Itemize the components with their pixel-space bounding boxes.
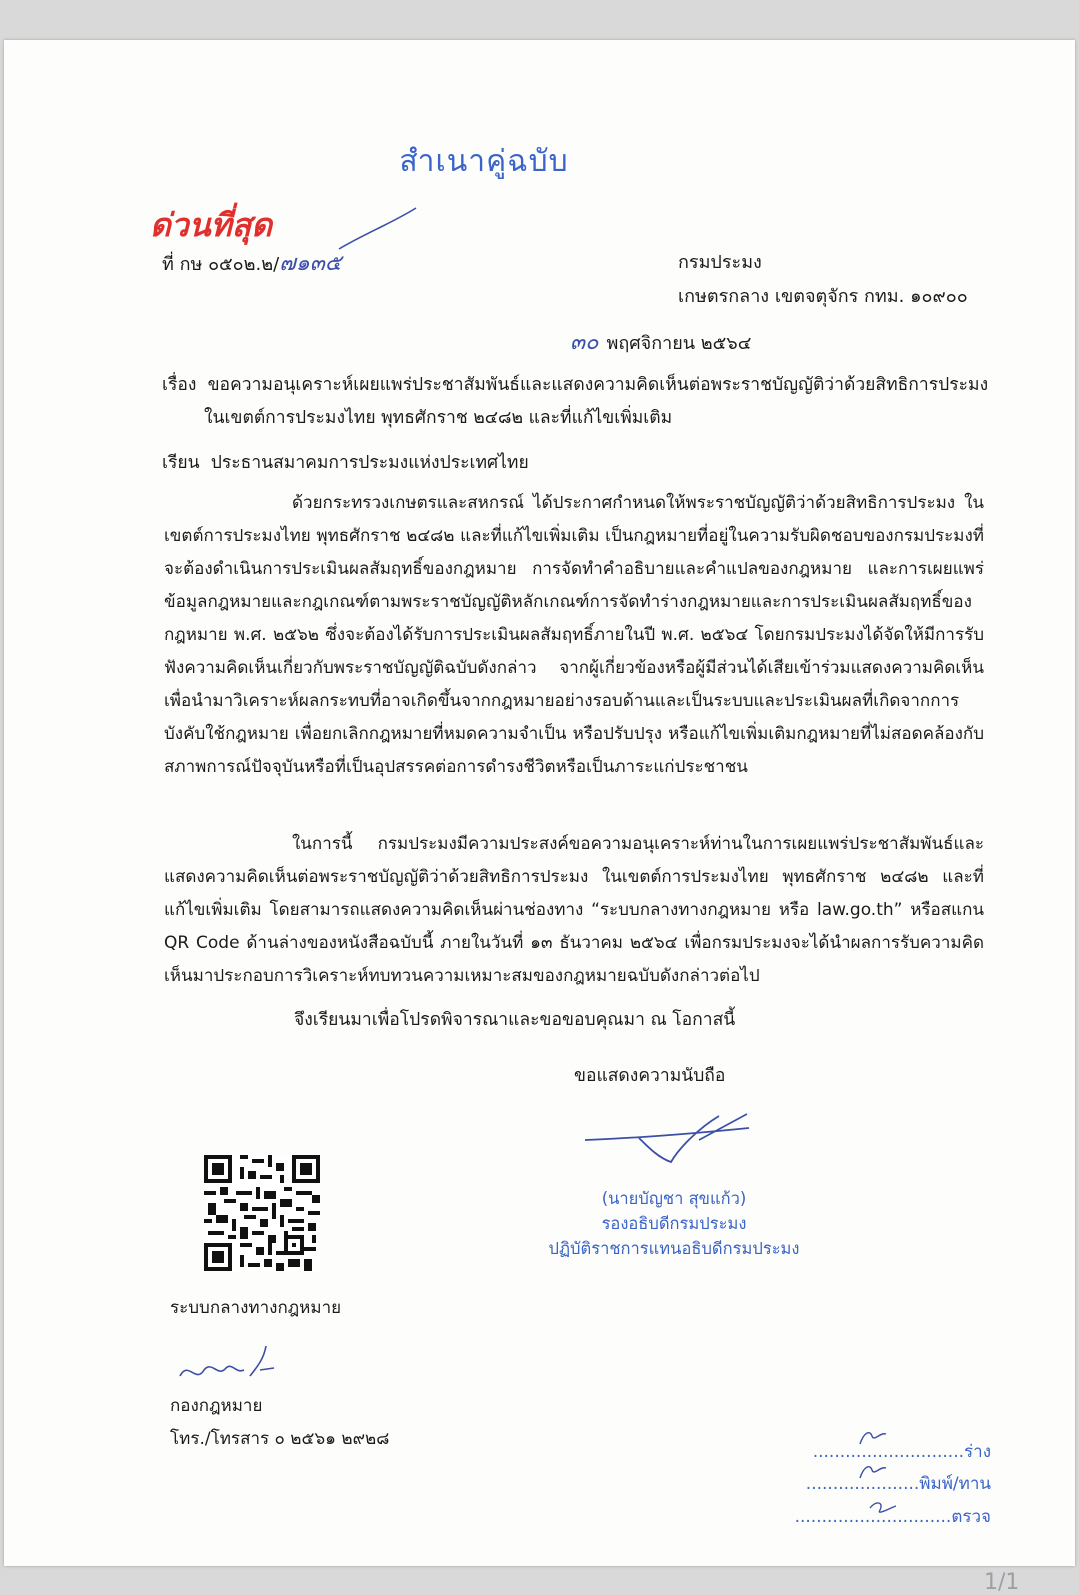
body-paragraph-2: ในการนี้ กรมประมงมีความประสงค์ขอความอนุเคราะห์ท่านในการเผยแพร่ประชาสัมพันธ์และแสดงความคิดเห็นต่อพระราชบัญญัติว่าด้วยสิทธิการประมง ในเขตต์การประมงไทย พุทธศักราช ๒๔๘๒ และที่แก้ไขเพิ่มเติม โดยสามารถแสดงความคิดเห็นผ่านช่องทาง “ระบบกลางทางกฎหมาย หรือ law.go.th” หรือสแกน QR Code ด้านล่างของหนังสือฉบับนี้ ภายในวันที่ ๑๓ ธันวาคม ๒๕๖๔ เพื่อกรมประมงจะได้นำผลการรับความคิดเห็นมาประกอบการวิเคราะห์ทบทวนความเหมาะสมของกฎหมายฉบับดังกล่าวต่อไป [164, 834, 984, 986]
check-draft-label: ร่าง [964, 1442, 991, 1462]
regards: ขอแสดงความนับถือ [574, 1066, 726, 1086]
subject-block [162, 369, 992, 435]
date-month-year: พฤศจิกายน ๒๕๖๔ [606, 333, 752, 354]
subject-label: เรื่อง [162, 375, 197, 395]
document-number-prefix: ที่ กษ ๐๕๐๒.๒/ [162, 254, 280, 275]
org-address: เกษตรกลาง เขตจตุจักร กทม. ๑๐๙๐๐ [678, 286, 968, 307]
subject-line-1: ขอความอนุเคราะห์เผยแพร่ประชาสัมพันธ์และแสดงความคิดเห็นต่อพระราชบัญญัติว่าด้วยสิทธิการประมง [207, 375, 989, 395]
document-number-handwritten: ๗๑๓๕ [279, 251, 342, 276]
document-date [570, 324, 751, 359]
signatory-acting: ปฏิบัติราชการแทนอธิบดีกรมประมง [548, 1239, 800, 1258]
dotted-line: ............................ [812, 1442, 965, 1462]
closing-sentence: จึงเรียนมาเพื่อโปรดพิจารณาและขอขอบคุณมา ณ โอกาสนี้ [294, 1010, 736, 1030]
signature-icon [579, 1108, 759, 1168]
qr-label: ระบบกลางทางกฎหมาย [170, 1298, 342, 1318]
pen-stroke-icon [334, 204, 424, 254]
initials-signature-icon [174, 1340, 284, 1390]
dotted-line: ..................... [805, 1474, 920, 1494]
dotted-line: ............................. [794, 1507, 952, 1527]
signatory-name: (นายบัญชา สุขแก้ว) [601, 1189, 747, 1208]
check-verify-label: ตรวจ [951, 1507, 991, 1527]
org-name: กรมประมง [678, 252, 762, 273]
document-number [162, 245, 341, 280]
signatory-position: รองอธิบดีกรมประมง [601, 1214, 747, 1233]
recipient [162, 448, 529, 476]
copy-stamp: สำเนาคู่ฉบับ [399, 144, 569, 179]
qr-code-icon [204, 1155, 320, 1271]
check-initials-icon [856, 1422, 906, 1532]
signatory-block [504, 1186, 844, 1261]
check-print-label: พิมพ์/ทาน [919, 1474, 991, 1494]
department: กองกฎหมาย [170, 1396, 263, 1416]
date-day-handwritten: ๓๐ [570, 330, 599, 355]
document-page [4, 40, 1075, 1595]
phone-fax: โทร./โทรสาร ๐ ๒๕๖๑ ๒๙๒๘ [170, 1429, 390, 1449]
page-indicator: 1/1 [984, 1570, 1020, 1595]
recipient-label: เรียน [162, 453, 200, 473]
urgency-stamp: ด่วนที่สุด [150, 206, 273, 244]
subject-line-2: ในเขตต์การประมงไทย พุทธศักราช ๒๔๘๒ และที่แก้ไขเพิ่มเติม [204, 408, 673, 428]
body-paragraph-1: ด้วยกระทรวงเกษตรและสหกรณ์ ได้ประกาศกำหนดให้พระราชบัญญัติว่าด้วยสิทธิการประมง ในเขตต์การประมงไทย พุทธศักราช ๒๔๘๒ และที่แก้ไขเพิ่มเติม เป็นกฎหมายที่อยู่ในความรับผิดชอบของกรมประมงที่จะต้องดำเนินการประเมินผลสัมฤทธิ์ของกฎหมาย การจัดทำคำอธิบายและคำแปลของกฎหมาย และการเผยแพร่ข้อมูลกฎหมายและกฎเกณฑ์ตามพระราชบัญญัติหลักเกณฑ์การจัดทำร่างกฎหมายและการประเมินผลสัมฤทธิ์ของกฎหมาย พ.ศ. ๒๕๖๒ ซึ่งจะต้องได้รับการประเมินผลสัมฤทธิ์ภายในปี พ.ศ. ๒๕๖๔ โดยกรมประมงได้จัดให้มีการรับฟังความคิดเห็นเกี่ยวกับพระราชบัญญัติฉบับดังกล่าว จากผู้เกี่ยวข้องหรือผู้มีส่วนได้เสียเข้าร่วมแสดงความคิดเห็น เพื่อนำมาวิเคราะห์ผลกระทบที่อาจเกิดขึ้นจากกฎหมายอย่างรอบด้านและเป็นระบบและประเมินผลที่เกิดจากการบังคับใช้กฎหมาย เพื่อยกเลิกกฎหมายที่หมดความจำเป็น หรือปรับปรุง หรือแก้ไขเพิ่มเติมกฎหมายที่ไม่สอดคล้องกับสภาพการณ์ปัจจุบันหรือที่เป็นอุปสรรคต่อการดำรงชีวิตหรือเป็นภาระแก่ประชาชน [164, 493, 984, 777]
recipient-name: ประธานสมาคมการประมงแห่งประเทศไทย [210, 453, 529, 473]
